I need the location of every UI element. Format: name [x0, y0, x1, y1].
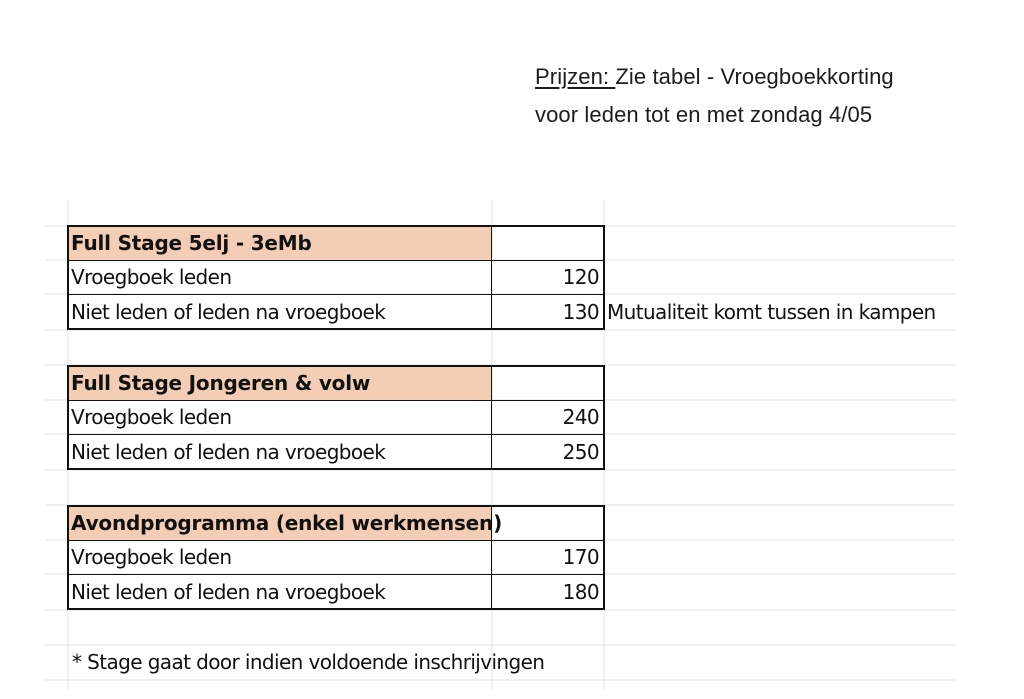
table-1-column-divider	[491, 226, 492, 329]
table-3-title: Avondprogramma (enkel werkmensen)	[68, 506, 492, 540]
mutuality-note: Mutualiteit komt tussen in kampen	[607, 300, 936, 324]
table-1-divider	[68, 260, 604, 261]
heading-line-1-text: Zie tabel - Vroegboekkorting	[615, 64, 894, 89]
table-2-title-empty-cell	[492, 366, 604, 400]
table-3-row-2-label: Niet leden of leden na vroegboek	[71, 580, 386, 604]
table-3-divider	[68, 574, 604, 575]
table-1-title: Full Stage 5elj - 3eMb	[68, 226, 492, 260]
table-3-title-empty-cell	[492, 506, 604, 540]
table-2-row-2-value: 250	[562, 440, 599, 464]
table-3-divider	[68, 540, 604, 541]
table-1-row-1-value: 120	[562, 265, 599, 289]
table-2-row-2-label: Niet leden of leden na vroegboek	[71, 440, 386, 464]
table-2-divider	[68, 400, 604, 401]
table-1-divider	[68, 294, 604, 295]
table-1-title-empty-cell	[492, 226, 604, 260]
registration-footnote: * Stage gaat door indien voldoende inschrijvingen	[72, 650, 545, 674]
table-1-row-1-label: Vroegboek leden	[71, 265, 232, 289]
table-3-row-1-label: Vroegboek leden	[71, 545, 232, 569]
heading-prices-label: Prijzen:	[535, 64, 616, 89]
table-2-divider	[68, 434, 604, 435]
table-3-row-2-value: 180	[562, 580, 599, 604]
table-1-row-2-label: Niet leden of leden na vroegboek	[71, 300, 386, 324]
table-3-row-1-value: 170	[562, 545, 599, 569]
table-2-row-1-value: 240	[562, 405, 599, 429]
heading-line-2: voor leden tot en met zondag 4/05	[535, 102, 873, 127]
table-2-title: Full Stage Jongeren & volw	[68, 366, 492, 400]
table-2-row-1-label: Vroegboek leden	[71, 405, 232, 429]
table-1-row-2-value: 130	[562, 300, 599, 324]
table-3-column-divider	[491, 506, 492, 609]
table-2-column-divider	[491, 366, 492, 469]
